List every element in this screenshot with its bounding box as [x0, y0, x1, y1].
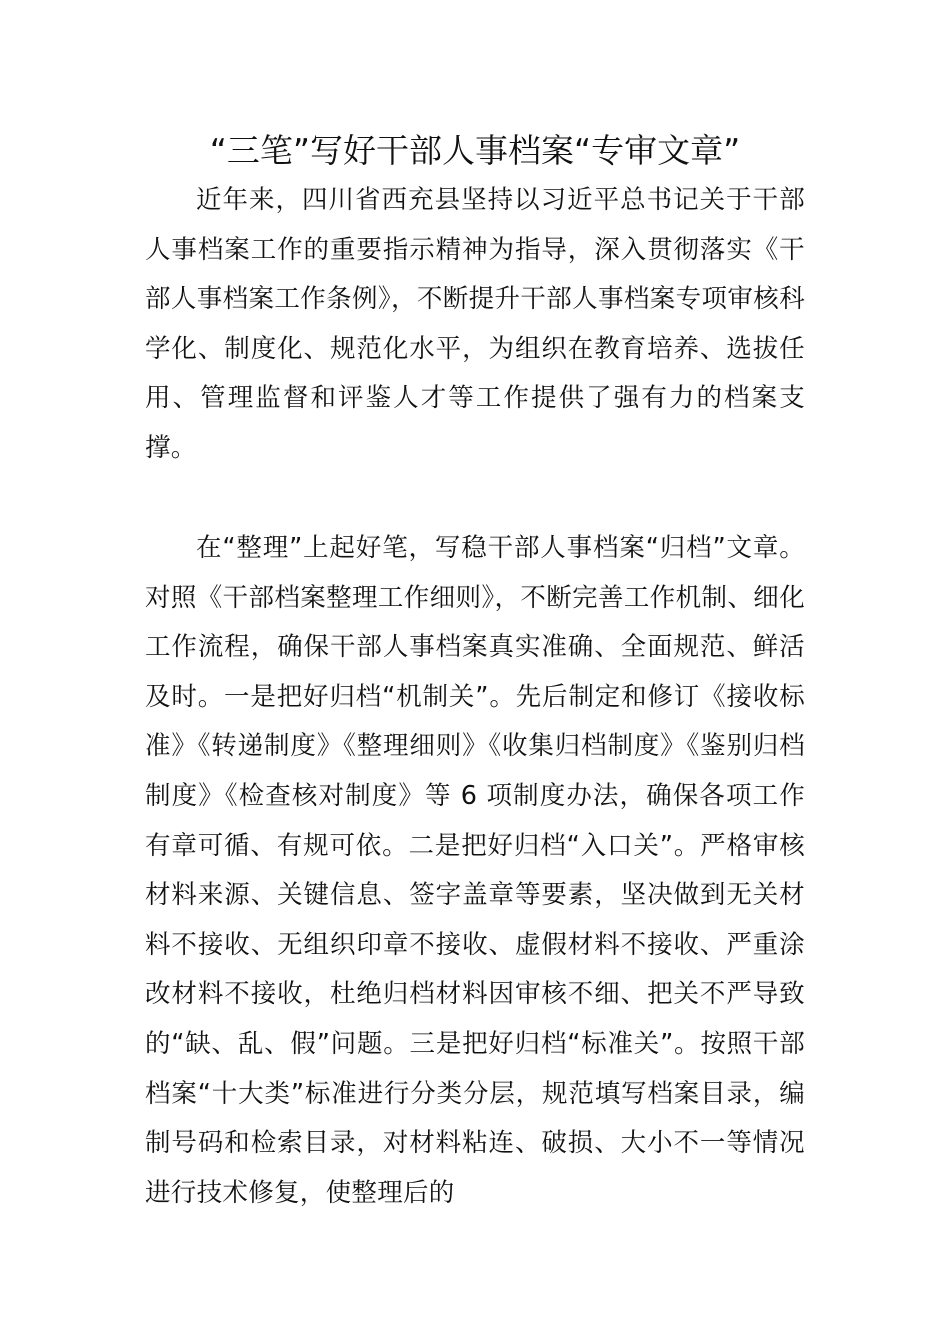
document-title: “三笔”写好干部人事档案“专审文章” — [209, 131, 741, 170]
body-paragraph: 近年来，四川省西充县坚持以习近平总书记关于干部人事档案工作的重要指示精神为指导，深入贯彻落实《干部人事档案工作条例》，不断提升干部人事档案专项审核科学化、制度化、规范化水平，为组织在教育培养、选拔任用、管理监督和评鉴人才等工作提供了强有力的档案支撑。 — [145, 185, 805, 463]
body-paragraph: 在“整理”上起好笔，写稳干部人事档案“归档”文章。对照《干部档案整理工作细则》，不断完善工作机制、细化工作流程，确保干部人事档案真实准确、全面规范、鲜活及时。一是把好归档“机制关”。先后制定和修订《接收标准》《转递制度》《整理细则》《收集归档制度》《鉴别归档制度》《检查核对制度》等 6 项制度办法，确保各项工作有章可循、有规可依。二是把好归档“入口关”。严格审核材料来源、关键信息、签字盖章等要素，坚决做到无关材料不接收、无组织印章不接收、虚假材料不接收、严重涂改材料不接收，杜绝归档材料因审核不细、把关不严导致的“缺、乱、假”问题。三是把好归档“标准关”。按照干部档案“十大类”标准进行分类分层，规范填写档案目录，编制号码和检索目录，对材料粘连、破损、大小不一等情况进行技术修复，使整理后的 — [145, 533, 805, 1208]
